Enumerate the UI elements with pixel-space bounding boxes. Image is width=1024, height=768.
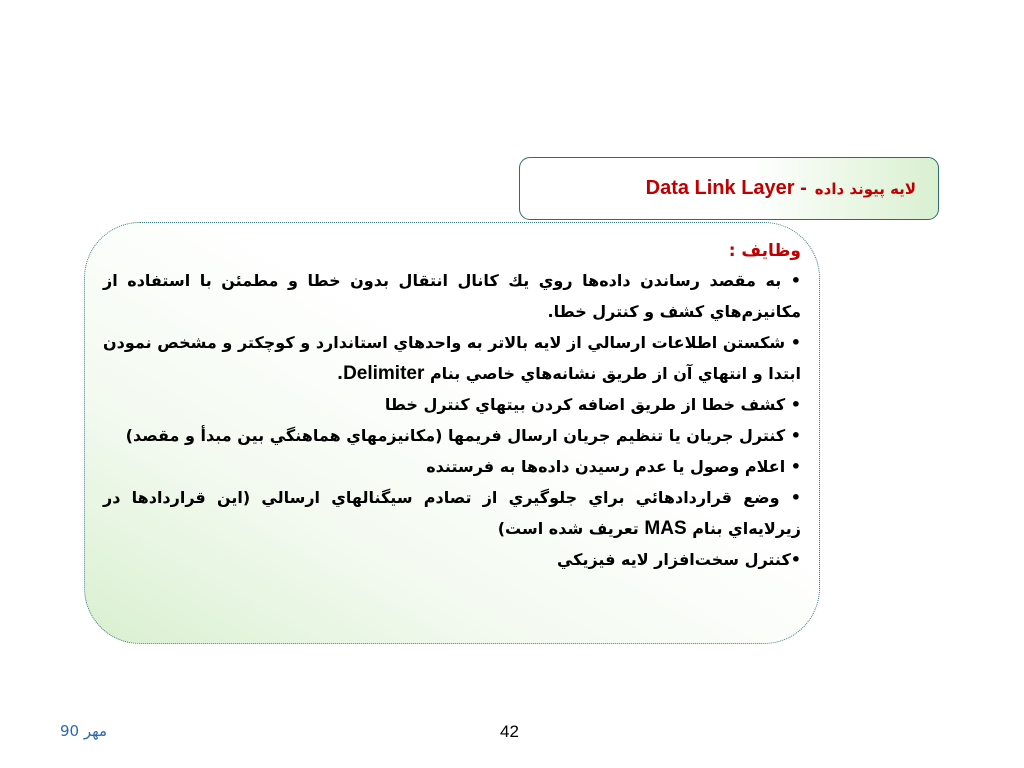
list-item bbox=[103, 420, 801, 451]
title-persian: لايه پيوند داده bbox=[814, 179, 916, 198]
page-number: 42 bbox=[500, 722, 519, 741]
content-heading: وظايف : bbox=[728, 241, 801, 261]
list-item bbox=[103, 482, 801, 544]
list-item bbox=[103, 451, 801, 482]
item-text-end: تعريف شده است) bbox=[497, 519, 639, 538]
item-text: • كنترل جريان يا تنظيم جريان ارسال فريمها (مكانيزمهاي هماهنگي بين مبدأ و مقصد) bbox=[125, 426, 801, 445]
item-term: MAS bbox=[644, 518, 687, 539]
item-text: • وضع قراردادهائي براي جلوگيري از تصادم سيگنالهاي ارسالي (اين قراردادها در زيرلايه‌اي بنام bbox=[103, 488, 801, 538]
item-text-end: . bbox=[336, 364, 344, 383]
footer-date: مهر 90 bbox=[60, 722, 108, 740]
item-term: Delimiter bbox=[343, 363, 425, 384]
title-english: Data Link Layer - bbox=[645, 177, 807, 199]
item-text: • كشف خطا از طريق اضافه كردن بيتهاي كنترل خطا bbox=[384, 395, 801, 414]
list-item bbox=[103, 389, 801, 420]
list-item bbox=[103, 544, 801, 575]
item-text: •كنترل سخت‌افزار لايه فيزيكي bbox=[556, 550, 801, 569]
item-text: • شكستن اطلاعات ارسالي از لايه بالاتر به واحدهاي استاندارد و كوچكتر و مشخص نمودن ابتدا و انتهاي آن از طريق نشانه‌هاي خاصي بنام bbox=[103, 333, 801, 383]
title-box bbox=[519, 157, 939, 220]
list-item bbox=[103, 327, 801, 389]
list-item bbox=[103, 265, 801, 327]
item-text: • اعلام وصول يا عدم رسيدن داده‌ها به فرستنده bbox=[426, 457, 801, 476]
item-text: • به مقصد رساندن داده‌ها روي يك كانال انتقال بدون خطا و مطمئن با استفاده از مكانيزم‌هاي كشف و كنترل خطا. bbox=[103, 271, 801, 321]
content-box bbox=[84, 222, 820, 644]
